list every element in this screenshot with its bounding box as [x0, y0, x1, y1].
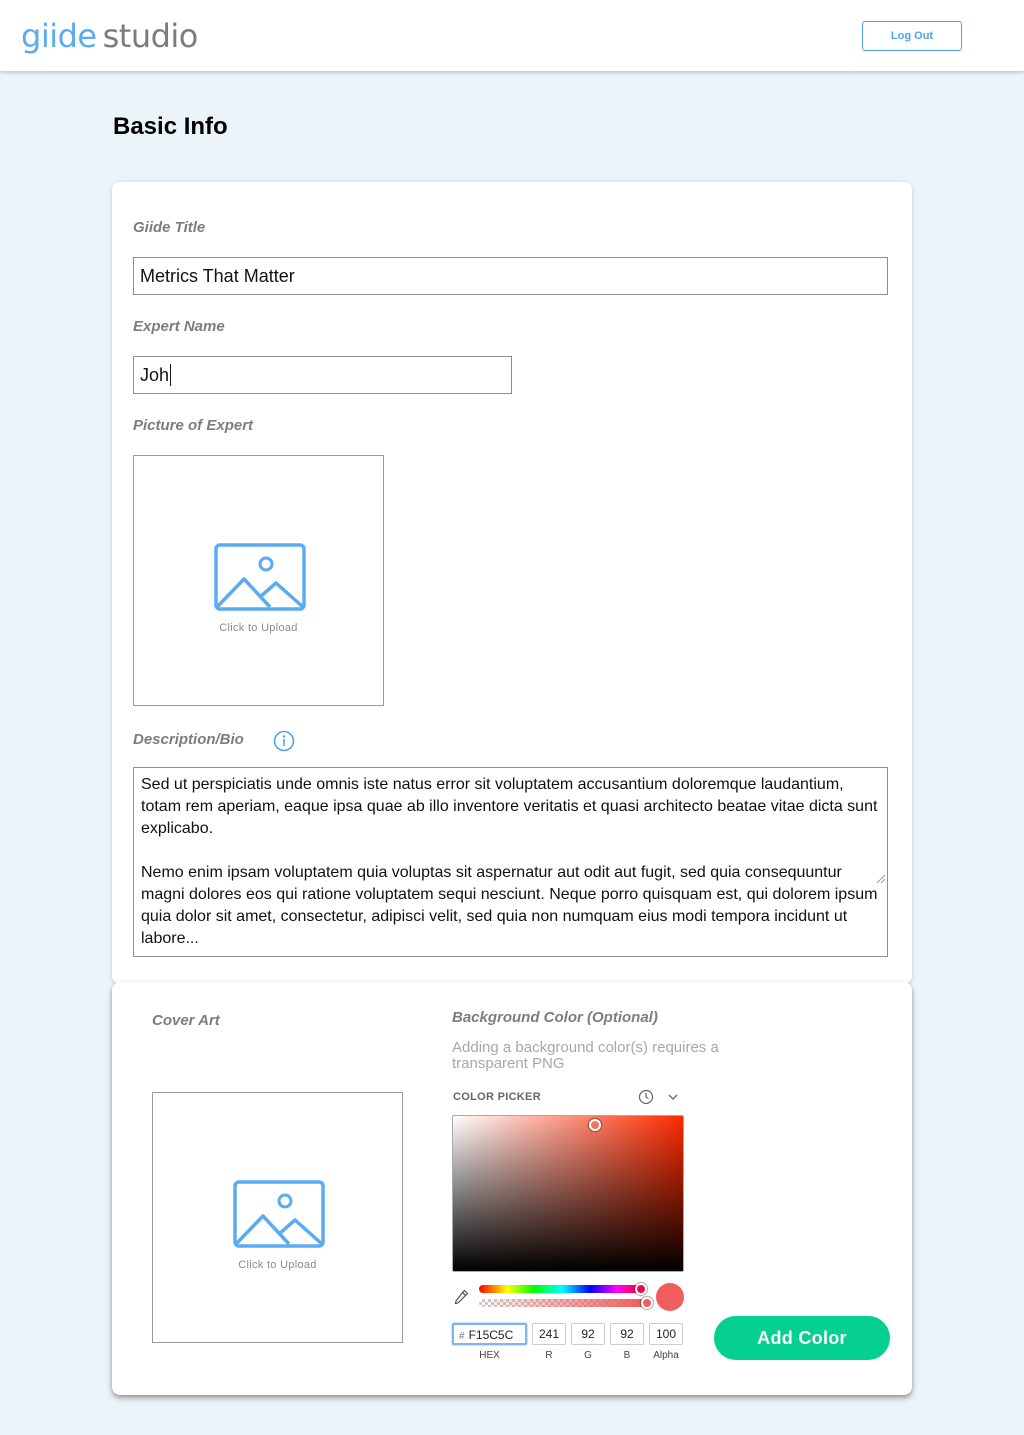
resize-handle-icon[interactable]: [876, 874, 886, 884]
giide-title-value: Metrics That Matter: [140, 266, 295, 286]
red-input[interactable]: 241: [532, 1323, 566, 1345]
bio-paragraph: Sed ut perspiciatis unde omnis iste natus error sit voluptatem accusantium doloremque laudantium, totam rem aperiam, eaque ipsa quae ab illo inventore veritatis et quasi architecto beatae vitae dicta sunt explicabo.: [141, 776, 878, 837]
r-caption: R: [545, 1350, 553, 1361]
basic-info-card: [112, 182, 912, 984]
expert-name-input[interactable]: [133, 356, 512, 394]
info-icon[interactable]: [273, 730, 295, 752]
description-bio-label: Description/Bio: [133, 731, 244, 748]
history-clock-icon[interactable]: [638, 1089, 654, 1105]
cover-art-card: [112, 982, 912, 1395]
giide-studio-logo[interactable]: [21, 14, 198, 58]
color-picker-title: COLOR PICKER: [453, 1091, 541, 1103]
hex-caption: HEX: [479, 1350, 500, 1361]
logo-studio: studio: [102, 17, 198, 55]
cover-art-upload[interactable]: [152, 1092, 403, 1343]
hex-value: F15C5C: [468, 1328, 514, 1342]
alpha-caption: Alpha: [653, 1350, 679, 1361]
expert-picture-upload[interactable]: [133, 455, 384, 706]
selected-color-swatch: [656, 1283, 684, 1311]
image-placeholder-icon: [214, 543, 306, 613]
page-title: Basic Info: [113, 113, 228, 140]
logo-giide: giide: [21, 17, 97, 55]
green-input[interactable]: 92: [571, 1323, 605, 1345]
click-to-upload-text: Click to Upload: [219, 622, 298, 634]
picture-of-expert-label: Picture of Expert: [133, 417, 254, 434]
cover-art-label: Cover Art: [152, 1012, 220, 1029]
hex-prefix: #: [459, 1331, 465, 1342]
text-caret: [170, 364, 171, 386]
alpha-input[interactable]: 100: [649, 1323, 683, 1345]
log-out-button[interactable]: Log Out: [862, 21, 962, 51]
chevron-down-icon[interactable]: [667, 1091, 679, 1103]
expert-name-value: Joh: [140, 365, 170, 385]
image-placeholder-icon: [233, 1180, 325, 1250]
saturation-handle[interactable]: [589, 1119, 601, 1131]
b-caption: B: [623, 1350, 631, 1361]
eyedropper-icon[interactable]: [452, 1288, 470, 1306]
saturation-value-area[interactable]: [452, 1115, 684, 1272]
expert-name-label: Expert Name: [133, 318, 225, 335]
background-color-label: Background Color (Optional): [452, 1009, 658, 1026]
app-header: [0, 0, 1024, 71]
hue-slider[interactable]: [479, 1285, 645, 1293]
hue-slider-handle[interactable]: [635, 1283, 647, 1295]
giide-title-label: Giide Title: [133, 219, 206, 236]
alpha-slider-handle[interactable]: [641, 1297, 653, 1309]
giide-title-input[interactable]: [133, 257, 888, 295]
bio-paragraph: Nemo enim ipsam voluptatem quia voluptas sit aspernatur aut odit aut fugit, sed quia consequuntur magni dolores eos qui ratione voluptatem sequi nesciunt. Neque porro quisquam est, qui dolorem ipsum quia dolor sit amet, consectetur, adipisci velit, sed quia non numquam eius modi tempora incidunt ut labore...: [141, 864, 878, 947]
add-color-button[interactable]: Add Color: [714, 1316, 890, 1360]
background-color-helper: Adding a background color(s) requires a transparent PNG: [452, 1039, 719, 1072]
alpha-slider[interactable]: [479, 1299, 645, 1307]
hex-input[interactable]: [452, 1323, 527, 1345]
blue-input[interactable]: 92: [610, 1323, 644, 1345]
click-to-upload-text: Click to Upload: [238, 1259, 317, 1271]
g-caption: G: [584, 1350, 592, 1361]
description-bio-textarea[interactable]: [133, 767, 888, 957]
